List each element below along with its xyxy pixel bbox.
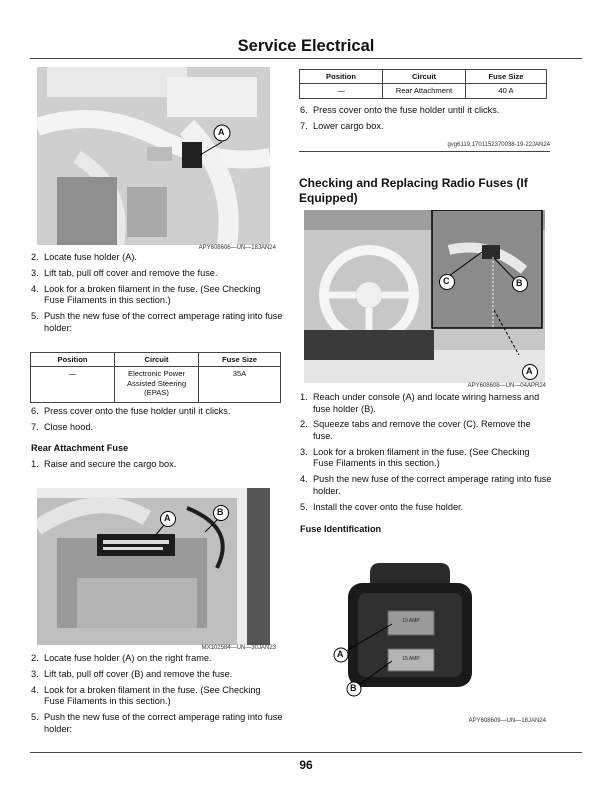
step-item [31,712,283,735]
page-number: 96 [299,758,313,772]
figure-caption: APY608606—UN—18JAN24 [198,245,276,251]
step-number: 4. [31,684,39,695]
fuse-label-2: 15 AMP [402,656,420,662]
callout-b: B [350,683,357,693]
step-number: 5. [300,501,308,512]
radio-fuse-photo [304,210,545,383]
step-text: Look for a broken filament in the fuse. (See Checking Fuse Filaments in this section.) [313,446,530,469]
step-number: 7. [31,421,39,432]
step-number: 1. [31,459,39,469]
step-item [31,422,283,434]
callout-b: B [217,507,224,517]
step-text: Push the new fuse of the correct amperage rating into fuse holder: [44,712,283,734]
rear-fuse-photo [37,488,270,645]
table-cell: — [300,84,383,98]
table-cell: 40 A [466,84,547,98]
table-cell: 35A [199,367,281,402]
step-number: 1. [300,392,308,402]
figure-caption: MX102584—UN—30JAN23 [201,645,276,651]
callout-c: C [443,276,450,286]
step-text: Squeeze tabs and remove the cover (C). Remove the fuse. [313,419,531,441]
steps-list [31,653,283,740]
step-text: Lift tab, pull off cover and remove the fuse. [44,267,218,278]
step-item [31,653,283,665]
step-item [31,268,283,280]
steps-list [31,252,283,339]
step-number: 4. [300,474,308,485]
step-text: Lift tab, pull off cover (B) and remove the fuse. [44,668,233,679]
step-item [31,685,283,708]
section-heading: Rear Attachment Fuse [31,443,129,453]
col-header: Position [300,70,383,84]
step-text: Close hood. [44,421,94,432]
step-number: 3. [31,668,39,679]
step-text: Press cover onto the fuse holder until it clicks. [313,105,500,115]
fuse-table-rear [299,69,547,99]
step-number: 7. [300,120,308,131]
step-text: Raise and secure the cargo box. [44,459,177,469]
step-number: 5. [31,311,39,322]
steps-list [300,392,552,517]
callout-b: B [516,278,523,288]
page-title: Service Electrical [237,37,375,55]
table-row [300,84,547,98]
step-item [300,447,552,470]
step-number: 5. [31,712,39,723]
steps-list [31,406,283,438]
figure-caption: APY608608—UN—04APR24 [467,383,546,389]
step-text: Press cover onto the fuse holder until it clicks. [44,406,231,416]
callout-a: A [526,366,533,376]
step-text: Locate fuse holder (A). [44,252,137,262]
step-item [300,121,552,133]
section-heading: Fuse Identification [300,524,382,534]
step-item [300,392,552,415]
footer-rule [30,752,582,753]
callout-a: A [218,127,225,137]
step-text: Install the cover onto the fuse holder. [313,501,464,512]
step-number: 3. [31,267,39,278]
step-text: Push the new fuse of the correct amperage rating into fuse holder: [44,311,283,333]
step-number: 3. [300,446,308,457]
fuse-label-1: 10 AMP [402,618,420,624]
step-item [300,419,552,442]
table-cell: Rear Attachment [383,84,466,98]
step-text: Reach under console (A) and locate wiring harness and fuse holder (B). [313,392,540,414]
table-row [31,367,281,402]
col-header: Fuse Size [466,70,547,84]
col-header: Circuit [383,70,466,84]
step-item [31,459,283,471]
col-header: Circuit [115,353,199,367]
step-item [31,311,283,334]
steps-list [31,459,283,475]
col-header: Position [31,353,115,367]
figure-caption: APY608609—UN—18JAN24 [468,718,546,724]
section-rule [299,151,550,152]
table-cell: Electronic Power Assisted Steering (EPAS) [115,367,199,402]
step-number: 2. [300,419,308,430]
col-header: Fuse Size [199,353,281,367]
step-item [31,284,283,307]
callout-a: A [164,513,171,523]
step-number: 6. [300,105,308,115]
step-text: Look for a broken filament in the fuse. (See Checking Fuse Filaments in this section.) [44,283,261,306]
step-item [300,105,552,117]
header-rule [30,58,582,59]
section-heading: Checking and Replacing Radio Fuses (If Equipped) [299,176,528,205]
step-item [300,474,552,497]
callout-a: A [337,649,344,659]
step-number: 4. [31,283,39,294]
step-text: Push the new fuse of the correct amperage rating into fuse holder. [313,474,552,496]
table-cell: — [31,367,115,402]
step-item [300,502,552,514]
reference-code: gvg6119,1701152370038-19-22JAN24 [447,142,550,148]
fuse-table-epas [30,352,281,403]
step-text: Locate fuse holder (A) on the right frame. [44,653,212,663]
fuse-holder-photo [37,67,270,245]
step-item [31,252,283,264]
step-item [31,669,283,681]
step-number: 6. [31,406,39,416]
step-text: Lower cargo box. [313,120,384,131]
step-number: 2. [31,252,39,262]
step-item [31,406,283,418]
fuse-identification-figure [330,555,490,705]
step-text: Look for a broken filament in the fuse. (See Checking Fuse Filaments in this section.) [44,684,261,707]
steps-list [300,105,552,137]
step-number: 2. [31,653,39,663]
